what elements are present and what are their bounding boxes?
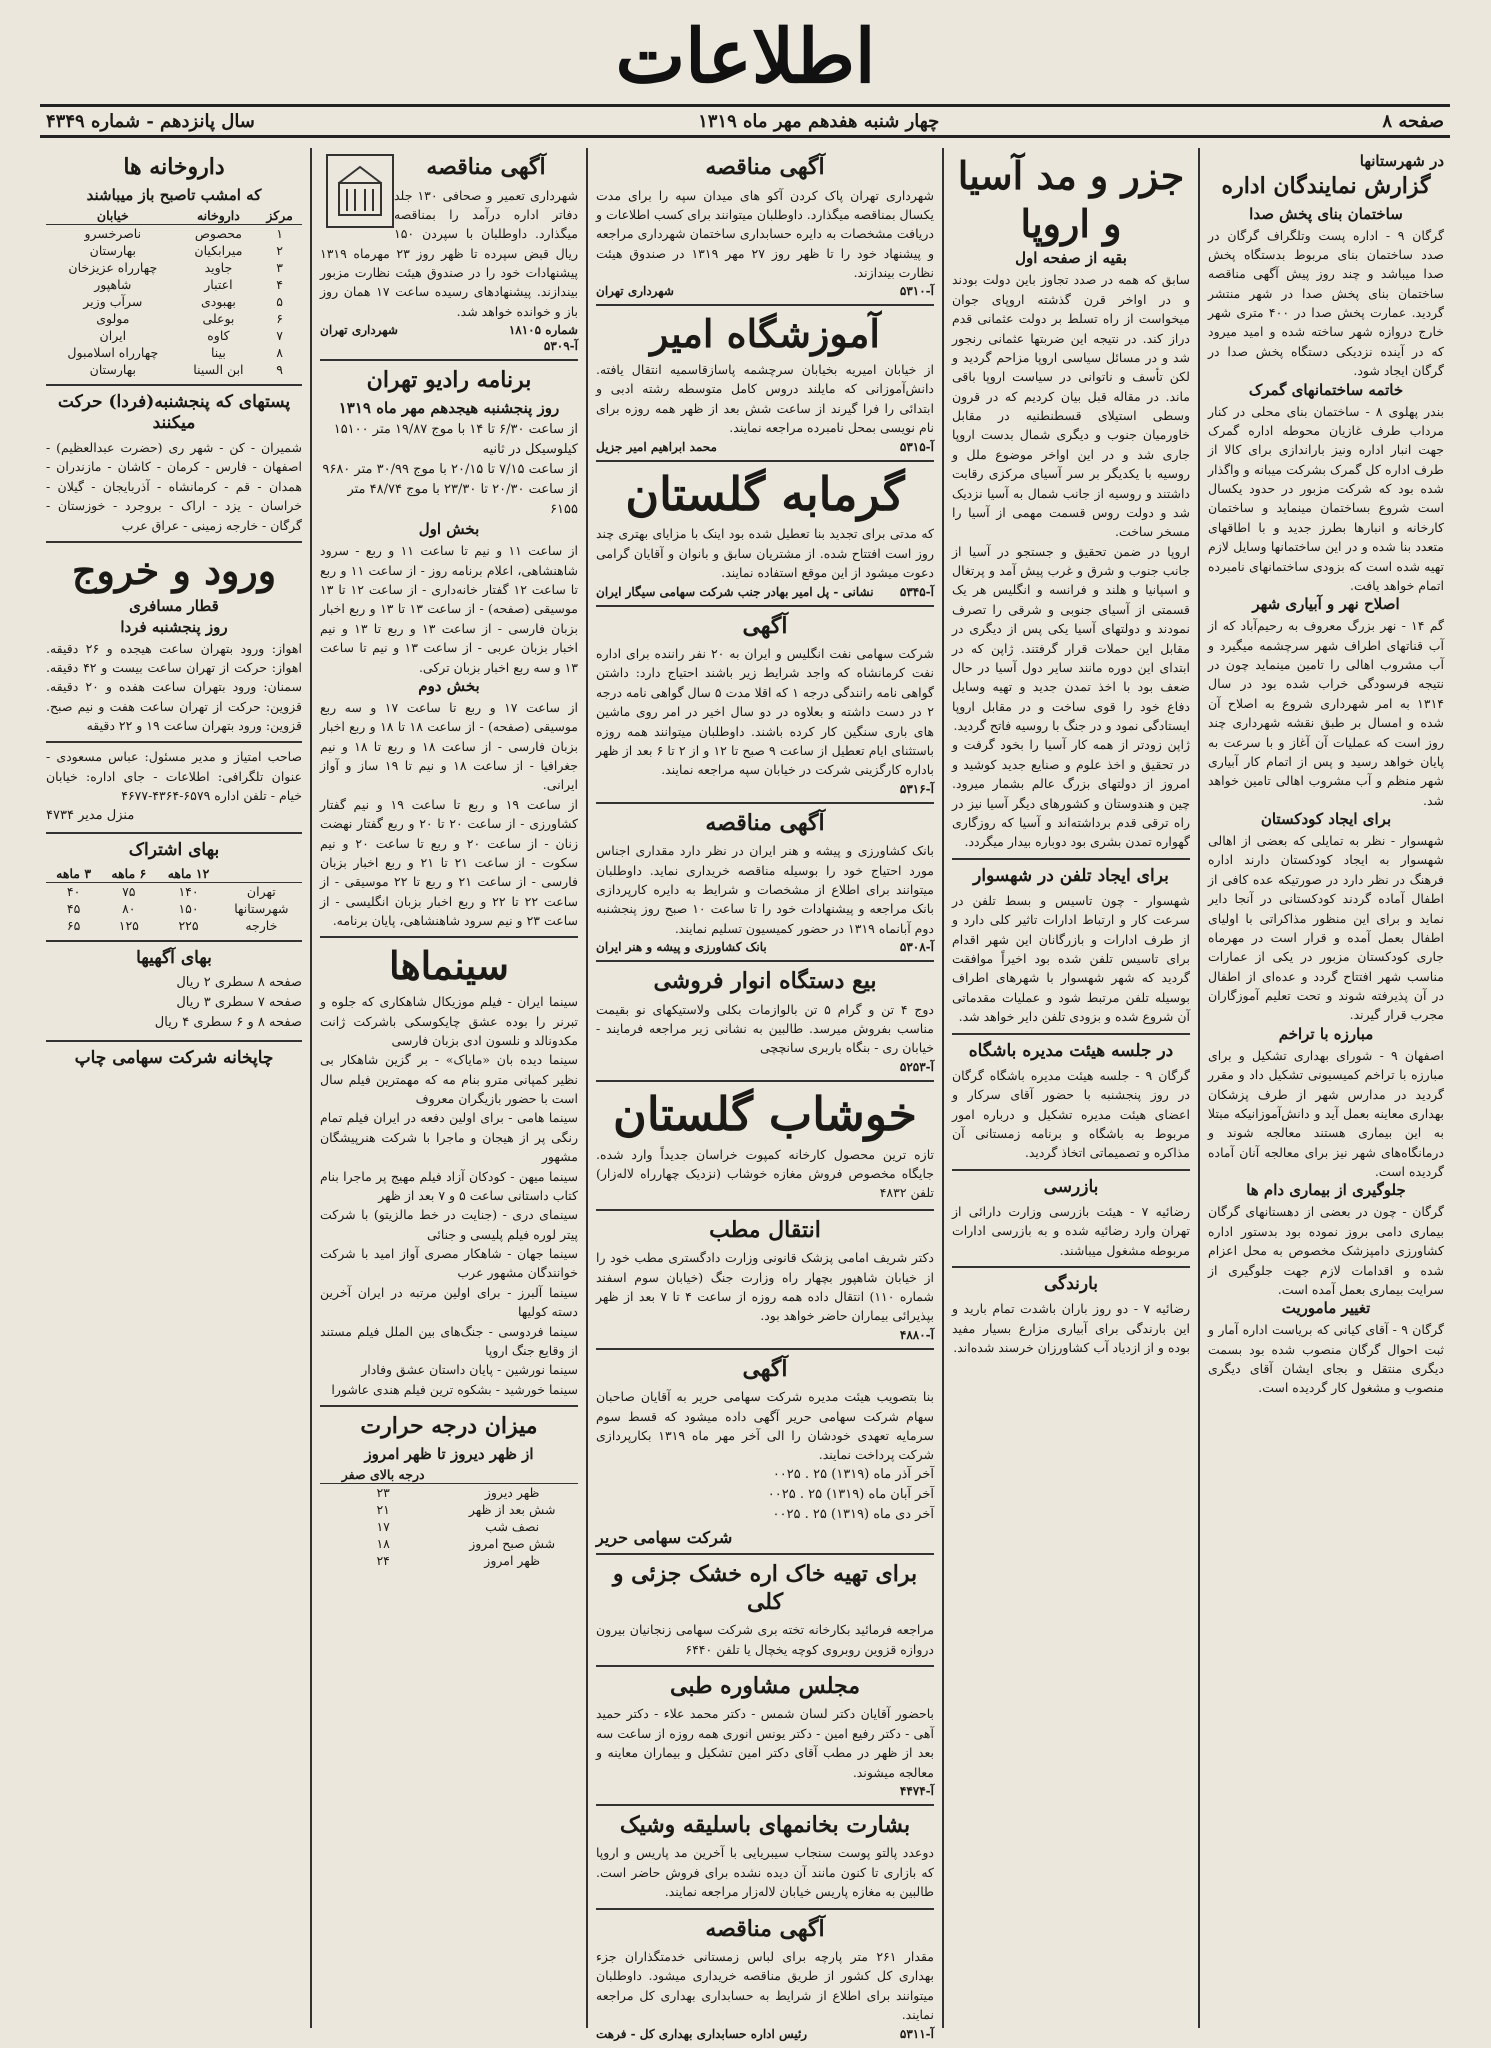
ad-text: بنا بتصویب هیئت مدیره شرکت سهامی حریر به آقایان صاحبان سهام شرکت سهامی حریر آگهی داده میشود که قسط سوم سرمایه تعهدی خودشان را الی آخر مهر ماه ۱۳۱۹ بکارپردازی شرکت پرداخت نمایند.: [596, 1389, 934, 1463]
table-row: [46, 259, 302, 276]
subscription-title: بهای اشتراک: [128, 839, 220, 860]
pharmacy-title: داروخانه ها: [123, 154, 225, 180]
page-number: صفحه ۸: [1382, 110, 1444, 132]
ad-rate-row: صفحه ۸ و ۶ سطری ۴ ریال: [154, 1015, 302, 1031]
radio-title: برنامه رادیو تهران: [366, 367, 532, 394]
table-row: [46, 344, 302, 361]
year-issue: سال پانزدهم - شماره ۴۳۴۹: [46, 110, 255, 132]
weather-subtitle: از ظهر دیروز تا ظهر امروز: [364, 1444, 534, 1463]
street-cell: چهارراه اسلامبول: [67, 344, 159, 360]
price-cell: ۱۵۰: [178, 900, 199, 916]
table-header: مرکز: [257, 207, 302, 225]
subscription-table: [46, 865, 302, 934]
table-header: [446, 1466, 578, 1484]
ad-rate-row: صفحه ۸ سطری ۲ ریال: [176, 975, 302, 991]
ad-signature: شهرداری تهران: [320, 323, 398, 338]
article-text: شهسوار - چون تاسیس و بسط تلفن در سرعت کار و ارتباط ادارات تاثیر کلی دارد و از طرف ادارات و بازرگانان این شهر اقدام برای تاسیس تلفن شده بود اخیراً موافقت گردید که شهر شهسوار با شهرهای اطراف بوسیله تلفن مرتبط شود و عملیات مقدماتی آن شروع شده و بزودی تلفن دایر خواهد شد.: [952, 892, 1190, 1025]
news-headline: برای ایجاد تلفن در شهسوار: [973, 865, 1169, 886]
price-cell: ۶۵: [66, 917, 81, 933]
street-cell: ایران: [99, 327, 127, 343]
ad-code: آ-۴۴۷۴: [899, 1783, 934, 1798]
payment-row: آخر آذر ماه (۱۳۱۹) ۲۵ . ۰۰۲۵: [772, 1466, 934, 1482]
time-cell: نصف شب: [485, 1518, 540, 1534]
ad-text: شهرداری تهران پاک کردن آکو های میدان سپه را برای مدت یکسال بمناقصه میگذارد. داوطلبان میتوانند برای کسب اطلاعات و دریافت مشخصات به دایره حسابداری ساختمان شهرداری مراجعه و پیشنهاد خود را تا ظهر روز ۲۷ مهر ۱۳۱۹ در صندوق هیئت نظارت بیندازند.: [596, 187, 934, 280]
ad-title: آگهی مناقصه: [426, 154, 546, 180]
ad-title: آگهی مناقصه: [705, 1915, 825, 1942]
article-text: رضائیه ۷ - هیئت بازرسی وزارت دارائی از تهران وارد رضائیه شده و به بازرسی ادارات مربوطه مشغول میباشند.: [952, 1203, 1190, 1258]
price-cell: ۱۲۵: [118, 917, 139, 933]
article-text: گرگان - چون در بعضی از دهستانهای گرگان بیماری دامی بروز نموده بود بدستور اداره کشاورزی دامپزشک مخصوص به محل اعزام شده و اقدامات لازم جهت جلوگیری از سرایت بیماری بعمل آمده است.: [1208, 1204, 1444, 1297]
table-header: [221, 865, 302, 883]
article-text: بندر پهلوی ۸ - ساختمان بنای محلی در کنار مرداب طرف غازیان محوطه اداره گمرک جهت انبار اداره ونیز باراندازی برای کالا از طرف اداره کل گمرک بشرکت میبانه و واگذار شده بود که شرکت مزبور در حدود یکسال است شروع بساختمان مینماید و ساختمان کارخانه و انبارها بطرز جدید و با اطاقهای متعدد بنا شده و در این ساختمانها وسایل لازم تهیه شده است که بزودی ساختمانهای نامبرده اتمام خواهد یافت.: [1208, 403, 1444, 593]
newspaper-title: اطلاعات: [615, 14, 876, 100]
ad-text: دکتر شریف امامی پزشک قانونی وزارت دادگستری مطب خود را از خیابان شاهپور بچهار راه وزارت جنگ (خیابان سوم اسفند شماره ۱۱۰) انتقال داده همه روزه از ساعت ۴ تا ۷ بعد از ظهر بپذیرائی بیماران حاضر خواهد بود.: [596, 1250, 934, 1324]
weather-title: میزان درجه حرارت: [360, 1413, 538, 1440]
director-phone: منزل مدیر ۴۷۳۴: [46, 807, 135, 823]
municipality-seal-icon: [326, 154, 394, 228]
table-row: [46, 882, 302, 900]
table-header: درجه بالای صفر: [320, 1466, 446, 1484]
article-text: گرگان ۹ - آقای کیانی که بریاست اداره آمار و ثبت احوال گرگان منصوب شده بود بسمت دیگری منتقل و بجای ایشان آقای دیگری منصوب و مشغول کار گردیده است.: [1208, 1322, 1444, 1396]
district-cell: ۸: [276, 344, 283, 360]
cinema-listing: سینما نورشین - پایان داستان عشق وفادار: [361, 1362, 578, 1378]
feature-headline: جزر و مد آسیا: [957, 153, 1185, 198]
district-cell: ۱: [276, 225, 283, 241]
ad-text: مراجعه فرمائید بکارخانه تخته بری شرکت سهامی زنجانیان بیرون دروازه قزوین روبروی کوچه یخچال یا تلفن ۶۴۴۰: [596, 1622, 934, 1657]
subheading: اصلاح نهر و آبیاری شهر: [1252, 595, 1400, 614]
article-text: گرگان ۹ - اداره پست وتلگراف گرگان در صدد ساختمان بنای مربوط بدستگاه پخش صدا میباشد و چند روز پیش آگهی مناقصه ساختمان بنای پخش صدا در شهر منتشر گردید. عمارت پخش صدا در ۴۰۰ متری شهر خارج دروازه شهر ساخته شده و امید میرود که در آینده نزدیکی دستگاه پخش صدا در گرگان ایجاد شود.: [1208, 227, 1445, 379]
ad-title: گرمابه گلستان: [625, 466, 905, 521]
ad-title: آگهی مناقصه: [705, 154, 825, 180]
ad-signature: بانک کشاورزی و پیشه و هنر ایران: [596, 940, 767, 955]
subheading: خاتمه ساختمانهای گمرک: [1248, 380, 1404, 399]
radio-frequency-row: از ساعت ۶/۳۰ تا ۱۴ با موج ۱۹/۸۷ متر ۱۵۱۰۰ کیلوسیکل در ثانیه: [333, 421, 578, 457]
cinema-listing: سینمای دری - (جنایت در خط مالزیتو) با شرکت پیتر لوره فیلم پلیسی و جنائی: [320, 1207, 578, 1242]
time-cell: ظهر دیروز: [484, 1484, 540, 1500]
subheading: مبارزه با تراخم: [1278, 1024, 1374, 1043]
cinema-listing: سینما فردوسی - جنگ‌های بین الملل فیلم مستند از وقایع جنگ اروپا: [320, 1323, 578, 1358]
ad-code: آ-۵۳۱۶: [899, 781, 934, 796]
ad-code: آ-۵۳۰۸: [899, 940, 934, 955]
table-header: ۱۲ ماهه: [156, 865, 220, 883]
publisher-info: صاحب امتیاز و مدیر مسئول: عباس مسعودی - عنوان تلگرافی: اطلاعات - جای اداره: خیابان خیام - تلفن اداره ۶۵۷۹-۴۳۶۴-۴۶۷۷: [46, 749, 302, 804]
street-cell: مولوی: [96, 310, 130, 326]
district-cell: ۳: [276, 259, 283, 275]
street-cell: شاهپور: [94, 276, 132, 292]
headline: گزارش نمایندگان اداره: [1221, 173, 1431, 199]
time-cell: شش صبح امروز: [469, 1535, 556, 1551]
cinema-listing: سینما هامی - برای اولین دفعه در ایران فیلم تمام رنگی پر از هیجان و ماجرا با شرکت هنرپیشگان مشهور: [320, 1110, 578, 1165]
column-regional-news: [1202, 148, 1450, 2028]
pharmacy-cell: بهبودی: [201, 293, 236, 309]
table-row: [46, 293, 302, 310]
section-label: در شهرستانها: [1359, 152, 1444, 170]
article-text: شهسوار - نظر به تمایلی که بعضی از اهالی شهسوار به ایجاد کودکستان دارند اداره فرهنگ در نظر دارد در صورتیکه عده کافی از اطفال آماده گردند کودکستانی در آنجا دایر نماید و برای این منظور مذاکراتی با اولیای اطفال بعمل آمده و قرار است در مهرماه جاری کودکستان مزبور در یکی از عمارات مناسب شهر افتتاح گردد و عده‌ای از اطفال در آن پذیرفته شوند و تحت تعلیم آموزگاران مجرب قرار گیرند.: [1208, 833, 1444, 1023]
pharmacy-table: [46, 207, 302, 378]
ad-address: نشانی - پل امیر بهادر جنب شرکت سهامی سیگار ایران: [596, 584, 874, 599]
cinema-listing: سینما آلبرز - برای اولین مرتبه در ایران آخرین دسته کولیها: [320, 1284, 578, 1320]
ad-number: شماره ۱۸۱۰۵: [508, 323, 578, 338]
ad-text: از خیابان امیریه بخیابان سرچشمه پاسازقاسمیه انتقال یافته. دانش‌آموزانی که مایلند دروس کامل متوسطه رشته ادبی و ابتدائی را فرا گیرند از ساعت شش بعد از ظهر همه روزه برای نام نویسی بمحل نامبرده مراجعه نمایند.: [596, 362, 934, 436]
pharmacy-cell: محصوص: [194, 225, 242, 241]
feature-headline-2: و اروپا: [1020, 200, 1122, 246]
payment-row: آخر آبان ماه (۱۳۱۹) ۲۵ . ۰۰۲۵: [767, 1486, 934, 1502]
column-rule: [586, 148, 588, 2028]
trains-day: روز پنجشنبه فردا: [120, 617, 228, 636]
radio-section: بخش دوم: [418, 676, 480, 695]
table-row: [46, 917, 302, 934]
table-row: [46, 224, 302, 242]
radio-frequency-row: از ساعت ۷/۱۵ تا ۲۰/۱۵ با موج ۳۰/۹۹ متر ۹۶۸۰: [322, 461, 578, 477]
radio-date: روز پنجشنبه هیجدهم مهر ماه ۱۳۱۹: [338, 398, 560, 417]
table-row: [320, 1535, 578, 1552]
ad-code: آ-۵۳۴۵: [899, 584, 934, 599]
street-cell: بهارستان: [89, 242, 136, 258]
ad-code: آ-۵۳۱۰: [899, 284, 934, 299]
article-text: گم ۱۴ - نهر بزرگ معروف به رحیم‌آباد که از آب قناتهای اطراف شهر سرچشمه میگیرد و آب مشروب اهالی را تامین مینماید چون در نتیجه فرسودگی خراب شده بود در سال ۱۳۱۴ به امر شهرداری شروع به اصلاح آن شده و امسال بر طبق نقشه شهرداری چند روز است که عملیات آن آغاز و با سرعت به پایان خواهد رسید و پس از اتمام کار آبیاری شهر منظم و آب مشروب اهالی تامین خواهد شد.: [1208, 618, 1444, 808]
ad-title: آگهی: [742, 1355, 788, 1382]
table-row: [320, 1552, 578, 1569]
subheading: ساختمان بنای پخش صدا: [1249, 204, 1403, 223]
pharmacy-cell: بوعلی: [202, 310, 235, 326]
pharmacy-cell: میرابکیان: [194, 242, 243, 258]
ad-text: دوعدد پالتو پوست سنجاب سیبریایی با آخرین مد پاریس و اروپا که بازاری تا کنون مانند آن دیده نشده برای فروش حاضر است. طالبین به مغازه پاریس خیابان لاله‌زار مراجعه نمایند.: [596, 1845, 934, 1900]
district-cell: ۹: [276, 361, 283, 377]
pharmacy-cell: اعتبار: [204, 276, 233, 292]
post-destinations: شمیران - کن - شهر ری (حضرت عبدالعظیم) - اصفهان - فارس - کرمان - کاشان - مازندران - همدان - قم - کرمانشاه - آذربایجان - گیلان - خراسان - یزد - اراک - بروجرد - خوزستان - گرگان - خارجه زمینی - عراق عرب: [46, 440, 302, 533]
radio-frequency-row: از ساعت ۲۰/۳۰ تا ۲۳/۳۰ با موج ۴۸/۷۴ متر ۶۱۵۵: [347, 482, 578, 518]
district-cell: ۶: [276, 310, 283, 326]
cinema-listing: سینما جهان - شاهکار مصری آواز امید با شرکت خوانندگان مشهور عرب: [320, 1246, 578, 1281]
radio-schedule: از ساعت ۱۷ و ربع تا ساعت ۱۷ و سه ربع موسیقی (صفحه) - از ساعت ۱۸ تا ۱۸ و ربع اخبار بزبان فارسی - از ساعت ۱۸ و ربع تا ۱۸ و نیم جغرافیا - از ساعت ۱۸ و نیم تا ۱۹ ساز و آواز ایرانی.: [320, 699, 579, 793]
street-cell: بهارستان: [89, 361, 136, 377]
region-cell: خارجه: [245, 917, 278, 933]
ad-text: باحضور آقایان دکتر لسان شمس - دکتر محمد علاء - دکتر حمید آهی - دکتر رفیع امین - دکتر یونس انوری همه روزه از ساعت سه بعد از ظهر در مطب آقای دکتر امین تشکیل و بیماران معاینه و معالجه میشوند.: [596, 1706, 934, 1780]
ad-rates-title: بهای آگهیها: [136, 947, 212, 968]
pharmacy-cell: جاوید: [204, 259, 233, 275]
ad-title: آگهی: [742, 612, 788, 639]
cinema-title: سینماها: [389, 943, 509, 989]
article-text: سابق که همه در صدد تجاوز باین دولت بودند و در اواخر قرن گذشته اروپای جوان میخواست از راه تسلط بر دولت عثمانی قدم دراز کند. در نتیجه این ضربتها عثمانی رنجور شد و در مسائل سیاسی اروپا مزاحم گردید و لکن تأسف و ناتوانی در سیاست اروپا باقی ماند. در مقاله قبل بیان کردیم که در قرون وسطی استیلای قسطنطنیه در مقابل خاورمیان جنوب و دیگری شمال بدست اروپا جاری شد و در این اواخر موضوع ملل و روسیه با یکدیگر بر سر آسیای مرکزی رقابت داشتند و روسیه از جانب شمال به آسیا نزدیک شد و دولت روس قسمت مهمی از آسیا را مسخر ساخت.: [952, 272, 1190, 540]
ad-text: تازه ترین محصول کارخانه کمپوت خراسان جدیداً وارد شده. جایگاه مخصوص فروش مغازه خوشاب (نزدیک چهارراه لاله‌زار) تلفن ۴۸۳۲: [596, 1146, 934, 1201]
ad-title: آموزشگاه امیر: [650, 311, 880, 357]
trains-subtitle: قطار مسافری: [129, 596, 219, 615]
ad-text: دوج ۴ تن و گرام ۵ تن بالوازمات بکلی ولاستیکهای نو بقیمت مناسب بفروش میرسد. طالبین به نشانی زیر مراجعه فرمایند - خیابان ری - بنگاه باربری سانچچی: [596, 1001, 934, 1056]
table-header: خیابان: [46, 207, 180, 225]
ad-text: که مدتی برای تجدید بنا تعطیل شده بود اینک با مزایای بهتری چند روز است افتتاح شده. از مشتریان سابق و بانوان و آقایان گرامی دعوت میشود از این موقع استفاده نمایند.: [596, 526, 934, 581]
news-headline: بازرسی: [1043, 1176, 1099, 1197]
radio-section: بخش اول: [418, 520, 480, 539]
column-radio-cinema: [314, 148, 584, 2028]
column-rule: [1198, 148, 1200, 2028]
region-cell: تهران: [246, 883, 276, 899]
ad-title: بشارت بخانمهای باسلیقه وشیک: [619, 1811, 911, 1838]
ad-text: مقدار ۲۶۱ متر پارچه برای لباس زمستانی خدمتگذاران جزء بهداری کل کشور از طریق مناقصه خریداری میشود. داوطلبان میتوانند برای اطلاع از شرایط به حسابداری بهداری کل مراجعه نمایند.: [596, 1949, 934, 2023]
table-row: [46, 327, 302, 344]
issue-date: چهار شنبه هفدهم مهر ماه ۱۳۱۹: [698, 110, 940, 132]
radio-schedule: از ساعت ۱۱ و نیم تا ساعت ۱۱ و ربع - سرود شاهنشاهی، اعلام برنامه روز - از ساعت ۱۱ و ربع تا ساعت ۱۲ گفتار خانه‌داری - از ساعت ۱۲ تا ۱۳ موسیقی (صفحه) - از ساعت ۱۳ تا ۱۳ و ربع اخبار بزبان فارسی - از ساعت ۱۳ و ربع تا ۱۳ و نیم اخبار بزبان عربی - از ساعت ۱۳ و نیم تا ساعت ۱۳ و سه ربع اخبار بزبان ترکی.: [320, 543, 579, 675]
cinema-listing: سینما خورشید - بشکوه ترین فیلم هندی عاشورا: [331, 1381, 578, 1397]
ad-code: آ-۵۳۰۹: [543, 339, 578, 354]
masthead: [0, 10, 1491, 105]
district-cell: ۵: [276, 293, 283, 309]
train-schedule: اهواز: ورود بتهران ساعت هیجده و ۲۶ دقیقه. اهواز: حرکت از تهران ساعت بیست و ۴۲ دقیقه. سمنان: ورود بتهران ساعت هفده و ۲۰ دقیقه. قزوین: حرکت از تهران ساعت هفت و نیم صبح. قزوین: ورود بتهران ساعت ۱۹ و ۲۲ دقیقه: [46, 640, 302, 734]
cinema-listing: سینما ایران - فیلم موزیکال شاهکاری که جلوه و تبرنر را بوده عشق چایکوسکی باشرکت ژانت مکدونالد و نلسون ادی بزبان فارسی: [320, 994, 578, 1048]
article-text: ژاپن زودتر از همه کار آسیا را بخود گرفت و در تحقیق و اخذ علوم و صنایع جدید کوشید و امروز از دولتهای بزرگ عالم بشمار میرود. چین و هندوستان و کشورهای دیگر آسیا نیز در راه ترقی قدم برداشته‌اند و آسیا که روزگاری گهواره تمدن بشری بود دوباره بیدار میگردد.: [952, 737, 1190, 850]
ad-signature: محمد ابراهیم امیر جزیل: [596, 439, 717, 454]
table-header: داروخانه: [180, 207, 258, 225]
dateline: [40, 104, 1450, 138]
ad-title: برای تهیه خاک اره خشک جزئی و کلی: [612, 1561, 918, 1615]
price-cell: ۴۰: [66, 883, 81, 899]
weather-table: [320, 1466, 578, 1569]
news-headline: بارندگی: [1043, 1274, 1099, 1294]
ad-code: آ-۵۳۱۵: [899, 439, 934, 454]
ad-code: آ-۵۳۱۱: [899, 2026, 934, 2041]
subheading: جلوگیری از بیماری دام ها: [1246, 1181, 1406, 1200]
columns: [40, 148, 1450, 2041]
subheading: تغییر ماموریت: [1281, 1299, 1371, 1318]
article-text: اصفهان ۹ - شورای بهداری تشکیل و برای مبارزه با تراخم کمیسیونی تشکیل داد و مقرر گردید در مدارس شهر از طرف پزشکان بهداری معاینه بعمل آید و دانش‌آموزانیکه مبتلا به این بیماری هستند معالجه شوند و درمانگاه‌های شهر نیز برای معالجه آنان آماده گردیده است.: [1208, 1047, 1444, 1179]
ad-text: شرکت سهامی نفت انگلیس و ایران به ۲۰ نفر راننده برای اداره نفت کرمانشاه که واجد شرایط زیر باشند احتیاج دارد: داشتن گواهی نامه رانندگی درجه ۱ که اقلا مدت ۵ سال گواهی نامه درجه ۲ در دست داشته و بعلاوه در دو سال اخیر در امر روی ماشین های باری سنگین کار کرده باشند. داوطلبان میتوانند همه روزه باستثنای ایام تعطیل از ساعت ۹ صبح تا ۱۲ و از ۲ تا ۶ بعد از ظهر باداره کارگزینی شرکت در خیابان سپه مراجعه نمایند.: [596, 646, 935, 778]
street-cell: ناصرخسرو: [84, 225, 142, 241]
column-rule: [310, 148, 312, 2028]
ad-text: شهرداری تعمیر و صحافی ۱۳۰ جلد دفاتر اداره درآمد را بمناقصه میگذارد. داوطلبان با سپردن ۱۵۰ ریال قبض سپرده تا ظهر روز ۲۳ مهرماه ۱۳۱۹ پیشنهادات خود را در صندوق هیئت نظارت مزبور بیندازند. پیشنهادهای رسیده ساعت ۱۷ همان روز باز و خوانده خواهد شد.: [320, 187, 578, 319]
table-row: [46, 310, 302, 327]
ad-title: بیع دستگاه انوار فروشی: [653, 968, 877, 995]
ad-title: انتقال مطب: [709, 1216, 821, 1243]
table-header: ۳ ماهه: [46, 865, 101, 883]
temp-cell: ۲۳: [376, 1484, 390, 1500]
temp-cell: ۲۱: [376, 1501, 390, 1517]
price-cell: ۸۰: [122, 900, 136, 916]
ad-code: آ-۴۸۸۰: [899, 1327, 934, 1342]
payment-row: آخر دی ماه (۱۳۱۹) ۲۵ . ۰۰۲۵: [772, 1507, 934, 1522]
price-cell: ۷۵: [122, 883, 136, 899]
post-title: پستهای که پنجشنبه(فردا) حرکت میکنند: [57, 391, 291, 433]
table-row: [320, 1483, 578, 1501]
ad-title: مجلس مشاوره طبی: [669, 1672, 860, 1699]
ad-title: خوشاب گلستان: [613, 1086, 917, 1141]
ad-signature: شرکت سهامی حریر: [596, 1528, 733, 1548]
column-services: [40, 148, 308, 2028]
ad-rate-row: صفحه ۷ سطری ۳ ریال: [176, 995, 302, 1011]
ad-signature: رئیس اداره حسابداری بهداری کل - فرهت: [596, 2026, 808, 2041]
ad-code: آ-۵۲۵۳: [899, 1059, 934, 1074]
district-cell: ۷: [276, 327, 283, 343]
district-cell: ۴: [276, 276, 283, 292]
column-ads-main: [590, 148, 940, 2041]
pharmacy-cell: ابن السینا: [193, 361, 244, 377]
district-cell: ۲: [276, 242, 283, 258]
continuation-note: بقیه از صفحه اول: [1015, 249, 1127, 268]
cinema-listing: سینما میهن - کودکان آزاد فیلم مهیج پر ماجرا بنام کتاب داستانی ساعت ۵ و ۷ بعد از ظهر: [320, 1168, 578, 1203]
article-text: اروپا در ضمن تحقیق و جستجو در آسیا از جانب جنوب و شرق و غرب پیش آمد و پرتغال و اسپانیا و هلند و فرانسه و انگلیس هر یک قسمتی از آسیای جنوبی و شرقی را تصرف نمودند و دولتهای آسیا یکی پس از دیگری در مقابل این حملات قرار گرفتند. ژاپن که در ابتدای این دوره مانند سایر دول آسیا در حال ضعف بود با اخذ تمدن جدید و تهیه وسایل دفاع خود را قوی ساخت و در مقابل اروپا ایستادگی نمود و در جنگ با روسیه فاتح گردید.: [952, 543, 1190, 733]
region-cell: شهرستانها: [234, 900, 289, 916]
time-cell: ظهر امروز: [484, 1552, 541, 1568]
street-cell: سرآب وزیر: [83, 293, 143, 309]
printer-credit: چاپخانه شرکت سهامی چاپ: [74, 1047, 274, 1068]
column-feature: [946, 148, 1196, 2028]
radio-schedule: از ساعت ۱۹ و ربع تا ساعت ۱۹ و نیم گفتار کشاورزی - از ساعت ۲۰ تا ۲۰ و ربع گفتار نهضت زنان - از ساعت ۲۰ و ربع تا ساعت ۲۰ و نیم سکوت - از ساعت ۲۱ تا ۲۱ و ربع اخبار بزبان فارسی - از ساعت ۲۱ و ربع تا ۲۲ موسیقی - از ساعت ۲۲ تا ۲۲ و ربع اخبار بزبان انگلیسی - از ساعت ۲۳ و نیم سرود شاهنشاهی، پایان برنامه.: [320, 796, 579, 929]
table-row: [46, 361, 302, 378]
temp-cell: ۱۷: [376, 1518, 390, 1534]
time-cell: شش بعد از ظهر: [468, 1501, 556, 1517]
price-cell: ۲۲۵: [178, 917, 199, 933]
price-cell: ۱۴۰: [178, 883, 199, 899]
news-headline: در جلسه هیئت مدیره باشگاه: [968, 1040, 1174, 1061]
table-row: [46, 242, 302, 259]
pharmacy-cell: کاوه: [207, 327, 230, 343]
subheading: برای ایجاد کودکستان: [1260, 810, 1392, 828]
table-row: [320, 1501, 578, 1518]
table-row: [46, 900, 302, 917]
article-text: گرگان ۹ - جلسه هیئت مدیره باشگاه گرگان در روز پنجشنبه با حضور آقای سرکار و اعضای هیئت مدیره تشکیل و درباره امور مربوط به باشگاه و برنامه زمستانی آن مذاکره و تصمیماتی اتخاذ گردید.: [952, 1067, 1190, 1161]
table-row: [46, 276, 302, 293]
ad-title: آگهی مناقصه: [705, 809, 825, 836]
column-rule: [942, 148, 944, 2028]
article-text: رضائیه ۷ - دو روز باران باشدت تمام بارید و این بارندگی برای آبیاری مزارع بسیار مفید بوده و از ازدیاد آب کشاورزان خرسند شده‌اند.: [952, 1301, 1190, 1355]
trains-title: ورود و خروج: [71, 547, 277, 593]
pharmacy-cell: بینا: [210, 344, 226, 360]
ad-text: بانک کشاورزی و پیشه و هنر ایران در نظر دارد مقداری اجناس مورد احتیاج خود را بوسیله مناقصه خریداری نماید. داوطلبان میتوانند برای اطلاع از مشخصات و شرایط به دایره کارپردازی بانک مراجعه و پیشنهادات خود را تا ساعت ۱۰ صبح روز پنجشنبه دوم آبانماه ۱۳۱۹ در حضور کمیسیون تسلیم نمایند.: [596, 843, 934, 936]
cinema-listing: سینما دیده بان «مایاک» - بر گزین شاهکار بی نظیر کمپانی مترو بنام مه که مهمترین فیلم سال است با حضور بازیگران معروف: [320, 1052, 578, 1107]
table-header: ۶ ماهه: [101, 865, 156, 883]
price-cell: ۴۵: [66, 900, 81, 916]
ad-signature: شهرداری تهران: [596, 284, 674, 299]
table-row: [320, 1518, 578, 1535]
pharmacy-subtitle: که امشب تاصبح باز میباشند: [86, 185, 262, 204]
temp-cell: ۲۴: [376, 1552, 390, 1568]
street-cell: چهارراه عزیزخان: [68, 259, 158, 275]
temp-cell: ۱۸: [376, 1535, 390, 1551]
